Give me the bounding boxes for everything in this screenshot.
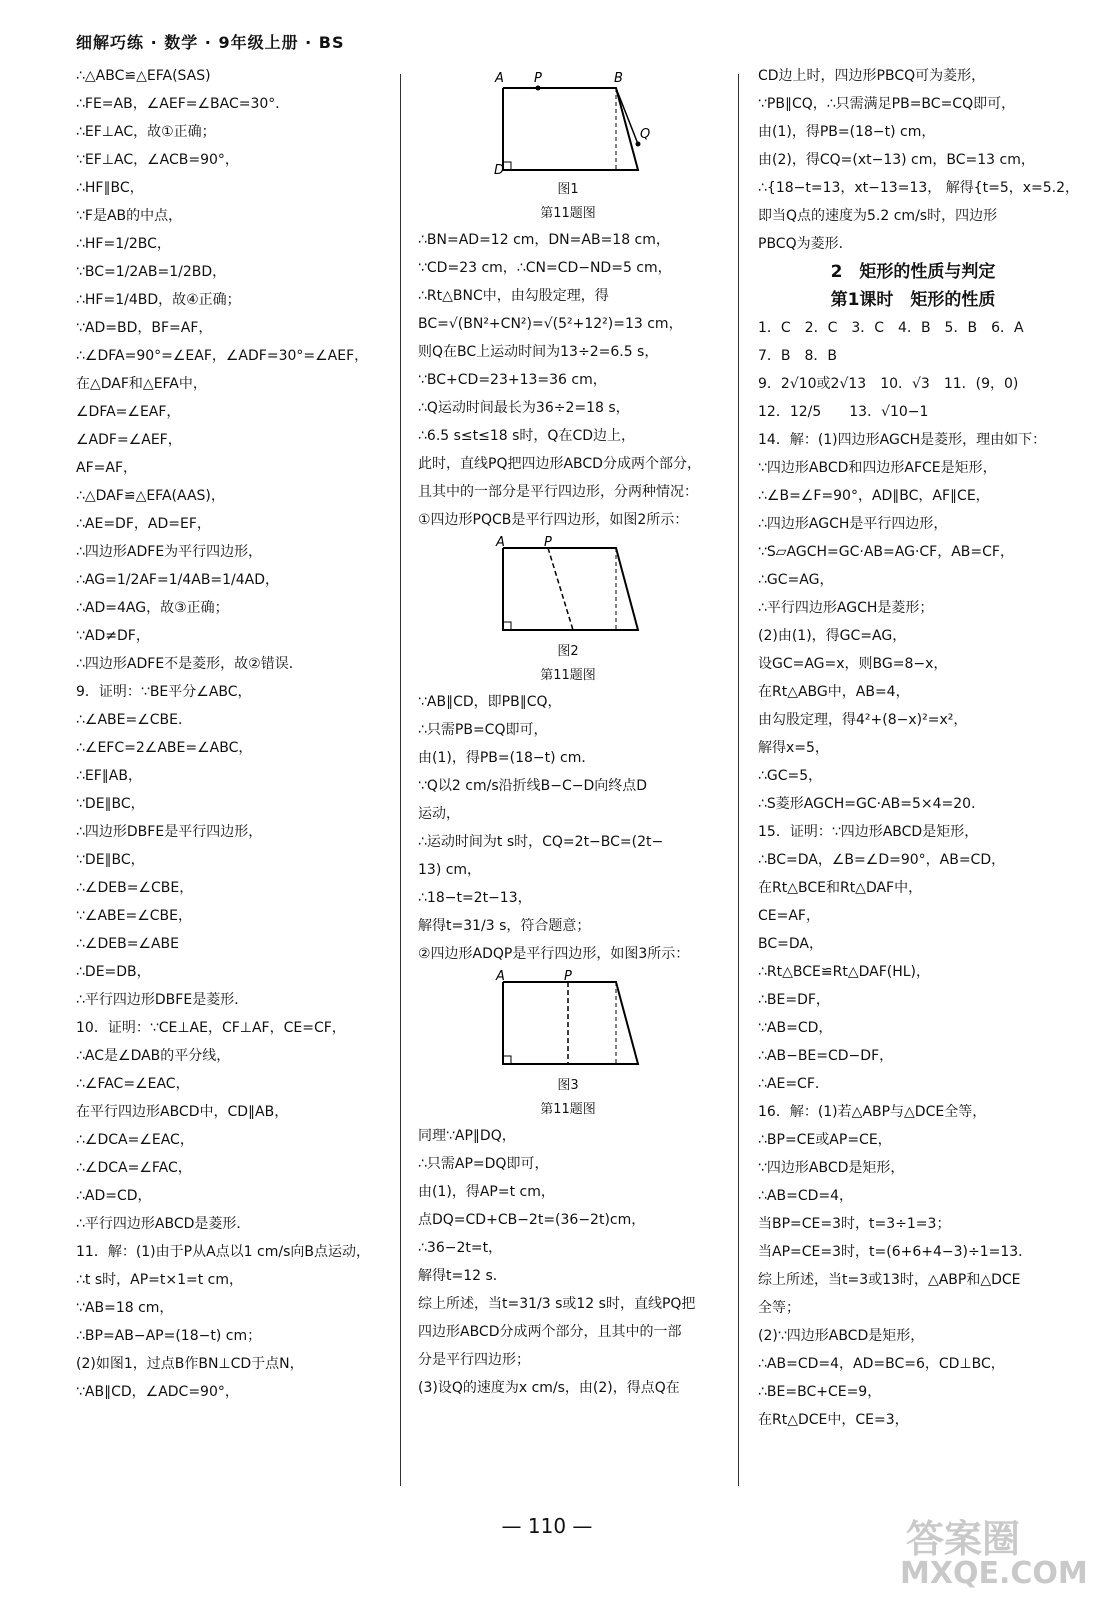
text-line: ∵PB∥CQ，∴只需满足PB=BC=CQ即可， [758,96,1016,112]
text-line: ∴HF=1/2BC， [76,236,171,252]
text-line: 在平行四边形ABCD中，CD∥AB， [76,1104,289,1120]
label-B: B [614,71,623,86]
text-line: 15．证明：∵四边形ABCD是矩形， [758,824,979,840]
text-line: ∴AB−BE=CD−DF， [758,1048,894,1064]
text-line: 当AP=CE=3时，t=(6+6+4−3)÷1=13． [758,1244,1033,1260]
text-line: ∵CD=23 cm，∴CN=CD−ND=5 cm， [418,260,672,276]
figure-1 [418,66,651,178]
label-P: P [534,71,542,86]
watermark-logo: 答案圈 [906,1517,1021,1561]
text-line: ∴AE=CF． [758,1076,829,1092]
watermark-url: MXQE.COM [900,1556,1088,1591]
text-line: ∴Q运动时间最长为36÷2=18 s， [418,400,630,416]
text-line: ∴DE=DB， [76,964,151,980]
column-left [76,62,388,1406]
text-line: ∵AB=18 cm， [76,1300,174,1316]
text-line: ①四边形PQCB是平行四边形，如图2所示： [418,512,689,528]
text-line: ∵四边形ABCD和四边形AFCE是矩形， [758,460,997,476]
text-line: ∴AB=CD=4，AD=BC=6，CD⊥BC， [758,1356,1005,1372]
text-line: ∵DE∥BC， [76,852,145,868]
label-A: A [496,535,505,550]
text-line: 由勾股定理，得4²+(8−x)²=x²， [758,712,968,728]
figure-subcaption: 第11题图 [540,1102,596,1117]
text-line: 在Rt△BCE和Rt△DAF中， [758,880,923,896]
text-line: ∵∠ABE=∠CBE， [76,908,192,924]
text-line: ∴AC是∠DAB的平分线， [76,1048,231,1064]
text-line: ∴四边形ADFE为平行四边形， [76,544,263,560]
text-line: ∴∠DCA=∠EAC， [76,1132,194,1148]
text-line: ∴BC=DA，∠B=∠D=90°，AB=CD， [758,852,1006,868]
text-line: 由(1)，得AP=t cm， [418,1184,555,1200]
text-line: ∴EF⊥AC，故①正确； [76,124,216,140]
label-P: P [564,969,572,984]
text-line: 且其中的一部分是平行四边形，分两种情况： [418,484,698,500]
text-line: ∴S菱形AGCH=GC·AB=5×4=20． [758,796,986,812]
text-line: ∴∠EFC=2∠ABE=∠ABC， [76,740,253,756]
text-line: ∴HF∥BC， [76,180,144,196]
text-line: ∴FE=AB，∠AEF=∠BAC=30°． [76,96,290,112]
text-line: (2)由(1)，得GC=AG， [758,628,907,644]
text-line: ∴GC=AG， [758,572,834,588]
text-line: ∴BN=AD=12 cm，DN=AB=18 cm， [418,232,670,248]
text-line: 在Rt△ABG中，AB=4， [758,684,910,700]
text-line: ∴∠FAC=∠EAC， [76,1076,190,1092]
text-line: (2)如图1，过点B作BN⊥CD于点N， [76,1356,304,1372]
text-line: ∴四边形DBFE是平行四边形， [76,824,263,840]
text-line: ∴EF∥AB， [76,768,142,784]
text-line: ∵S▱AGCH=GC·AB=AG·CF，AB=CF， [758,544,1014,560]
text-line: 12．12/5 13．√10−1 [758,404,929,420]
page-number: — 110 — [501,1514,593,1538]
text-line: 则Q在BC上运动时间为13÷2=6.5 s， [418,344,659,360]
text-line: 解得t=31/3 s，符合题意； [418,918,591,934]
text-line: ∴18−t=2t−13， [418,890,532,906]
text-line: 解得t=12 s． [418,1268,507,1284]
text-line: ∴36−2t=t， [418,1240,503,1256]
text-line: ∠ADF=∠AEF， [76,432,182,448]
text-line: 1．C 2．C 3．C 4．B 5．B 6．A [758,320,1024,336]
text-line: ∵DE∥BC， [76,796,145,812]
text-line: CE=AF， [758,908,820,924]
text-line: AF=AF， [76,460,137,476]
text-line: ∴Rt△BCE≌Rt△DAF(HL)， [758,964,930,980]
column-right [758,62,1080,1434]
text-line: 11．解：(1)由于P从A点以1 cm/s向B点运动， [76,1244,370,1260]
text-line: 综上所述，当t=31/3 s或12 s时，直线PQ把 [418,1296,696,1312]
text-line: ∵F是AB的中点， [76,208,183,224]
text-line: ∴AB=CD=4， [758,1188,854,1204]
text-line: 10．证明：∵CE⊥AE，CF⊥AF，CE=CF， [76,1020,346,1036]
text-line: BC=DA， [758,936,823,952]
label-P: P [544,535,552,550]
text-line: ∴运动时间为t s时，CQ=2t−BC=(2t− [418,834,664,850]
text-line: 9．2√10或2√13 10．√3 11．(9，0) [758,376,1019,392]
text-line: ∵AD=BD，BF=AF， [76,320,213,336]
figure-3 [418,969,648,1072]
label-Q: Q [640,127,651,142]
text-line: ∵BC+CD=23+13=36 cm， [418,372,607,388]
text-line: ∴四边形AGCH是平行四边形， [758,516,948,532]
text-line: 四边形ABCD分成两个部分，且其中的一部 [418,1324,682,1340]
text-line: 9．证明：∵BE平分∠ABC， [76,684,252,700]
text-line: ∴BE=DF， [758,992,830,1008]
figure-2 [418,535,648,638]
text-line: ∴∠DEB=∠ABE [76,936,179,952]
text-line: BC=√(BN²+CN²)=√(5²+12²)=13 cm， [418,316,683,332]
text-line: ∴AD=4AG，故③正确； [76,600,229,616]
text-line: ∴Rt△BNC中，由勾股定理，得 [418,288,609,304]
text-line: ∴平行四边形AGCH是菱形； [758,600,934,616]
text-line: 设GC=AG=x，则BG=8−x， [758,656,948,672]
text-line: 13) cm， [418,862,482,878]
text-line: ∴∠DCA=∠FAC， [76,1160,192,1176]
text-line: (3)设Q的速度为x cm/s，由(2)，得点Q在 [418,1380,680,1396]
text-line: (2)∵四边形ABCD是矩形， [758,1328,925,1344]
label-A: A [496,969,505,984]
page-header: 细解巧练 · 数学 · 9年级上册 · BS [76,33,345,52]
text-line: 当BP=CE=3时，t=3÷1=3； [758,1216,951,1232]
text-line: ∴只需PB=CQ即可， [418,722,548,738]
text-line: 由(1)，得PB=(18−t) cm， [758,124,936,140]
section-title: 2 矩形的性质与判定 [830,262,996,282]
text-line: CD边上时，四边形PBCQ可为菱形， [758,68,986,84]
text-line: ∴t s时，AP=t×1=t cm， [76,1272,244,1288]
text-line: ∴∠B=∠F=90°，AD∥BC，AF∥CE， [758,488,990,504]
figure-caption: 图3 [557,1078,579,1093]
text-line: ∴∠ABE=∠CBE． [76,712,192,728]
text-line: PBCQ为菱形． [758,236,853,252]
text-line: ∴平行四边形DBFE是菱形． [76,992,249,1008]
text-line: 分是平行四边形； [418,1352,530,1368]
text-line: ∵AD≠DF， [76,628,150,644]
text-line: 同理∵AP∥DQ， [418,1128,516,1144]
text-line: ∵EF⊥AC，∠ACB=90°， [76,152,239,168]
text-line: 在Rt△DCE中，CE=3， [758,1412,909,1428]
text-line: ∴△DAF≌△EFA(AAS)， [76,488,225,504]
text-line: ∵Q以2 cm/s沿折线B−C−D向终点D [418,778,648,794]
lesson-title: 第1课时 矩形的性质 [830,290,996,310]
text-line: 点DQ=CD+CB−2t=(36−2t)cm， [418,1212,646,1228]
column-divider [400,74,401,1486]
label-A: A [495,71,504,86]
column-divider [738,74,739,1486]
label-D: D [494,163,505,178]
text-line: 此时，直线PQ把四边形ABCD分成两个部分， [418,456,701,472]
text-line: ∴{18−t=13，xt−13=13， 解得{t=5，x=5.2， [758,180,1080,196]
text-line: ∵四边形ABCD是矩形， [758,1160,905,1176]
text-line: 14．解：(1)四边形AGCH是菱形，理由如下： [758,432,1047,448]
figure-subcaption: 第11题图 [540,206,596,221]
figure-caption: 图2 [557,644,579,659]
text-line: 由(2)，得CQ=(xt−13) cm，BC=13 cm， [758,152,1035,168]
text-line: 7．B 8．B [758,348,838,364]
text-line: 即当Q点的速度为5.2 cm/s时，四边形 [758,208,998,224]
text-line: ∴∠DEB=∠CBE， [76,880,194,896]
text-line: 运动， [418,806,460,822]
text-line: ∴∠DFA=90°=∠EAF，∠ADF=30°=∠AEF， [76,348,369,364]
text-line: 在△DAF和△EFA中， [76,376,207,392]
text-line: ∴四边形ADFE不是菱形，故②错误． [76,656,303,672]
text-line: ∴6.5 s≤t≤18 s时，Q在CD边上， [418,428,635,444]
figure-subcaption: 第11题图 [540,668,596,683]
text-line: ∵AB∥CD，∠ADC=90°， [76,1384,239,1400]
text-line: 综上所述，当t=3或13时，△ABP和△DCE [758,1272,1021,1288]
text-line: 解得x=5， [758,740,829,756]
text-line: ∴只需AP=DQ即可， [418,1156,549,1172]
text-line: ∴AE=DF，AD=EF， [76,516,211,532]
text-line: ∴HF=1/4BD，故④正确； [76,292,241,308]
text-line: ∵BC=1/2AB=1/2BD， [76,264,227,280]
text-line: 16．解：(1)若△ABP与△DCE全等， [758,1104,987,1120]
text-line: ∵AB=CD， [758,1020,833,1036]
text-line: ②四边形ADQP是平行四边形，如图3所示： [418,946,690,962]
text-line: ∴△ABC≌△EFA(SAS) [76,68,211,84]
text-line: ∴BE=BC+CE=9， [758,1384,882,1400]
text-line: ∴GC=5， [758,768,823,784]
text-line: ∴平行四边形ABCD是菱形． [76,1216,251,1232]
figure-caption: 图1 [557,182,579,197]
text-line: ∴AG=1/2AF=1/4AB=1/4AD， [76,572,280,588]
text-line: ∴AD=CD， [76,1188,152,1204]
text-line: ∠DFA=∠EAF， [76,404,181,420]
text-line: 由(1)，得PB=(18−t) cm． [418,750,596,766]
text-line: ∴BP=AB−AP=(18−t) cm； [76,1328,262,1344]
column-middle [418,62,718,1402]
text-line: ∵AB∥CD，即PB∥CQ， [418,694,562,710]
text-line: 全等； [758,1300,800,1316]
text-line: ∴BP=CE或AP=CE， [758,1132,892,1148]
